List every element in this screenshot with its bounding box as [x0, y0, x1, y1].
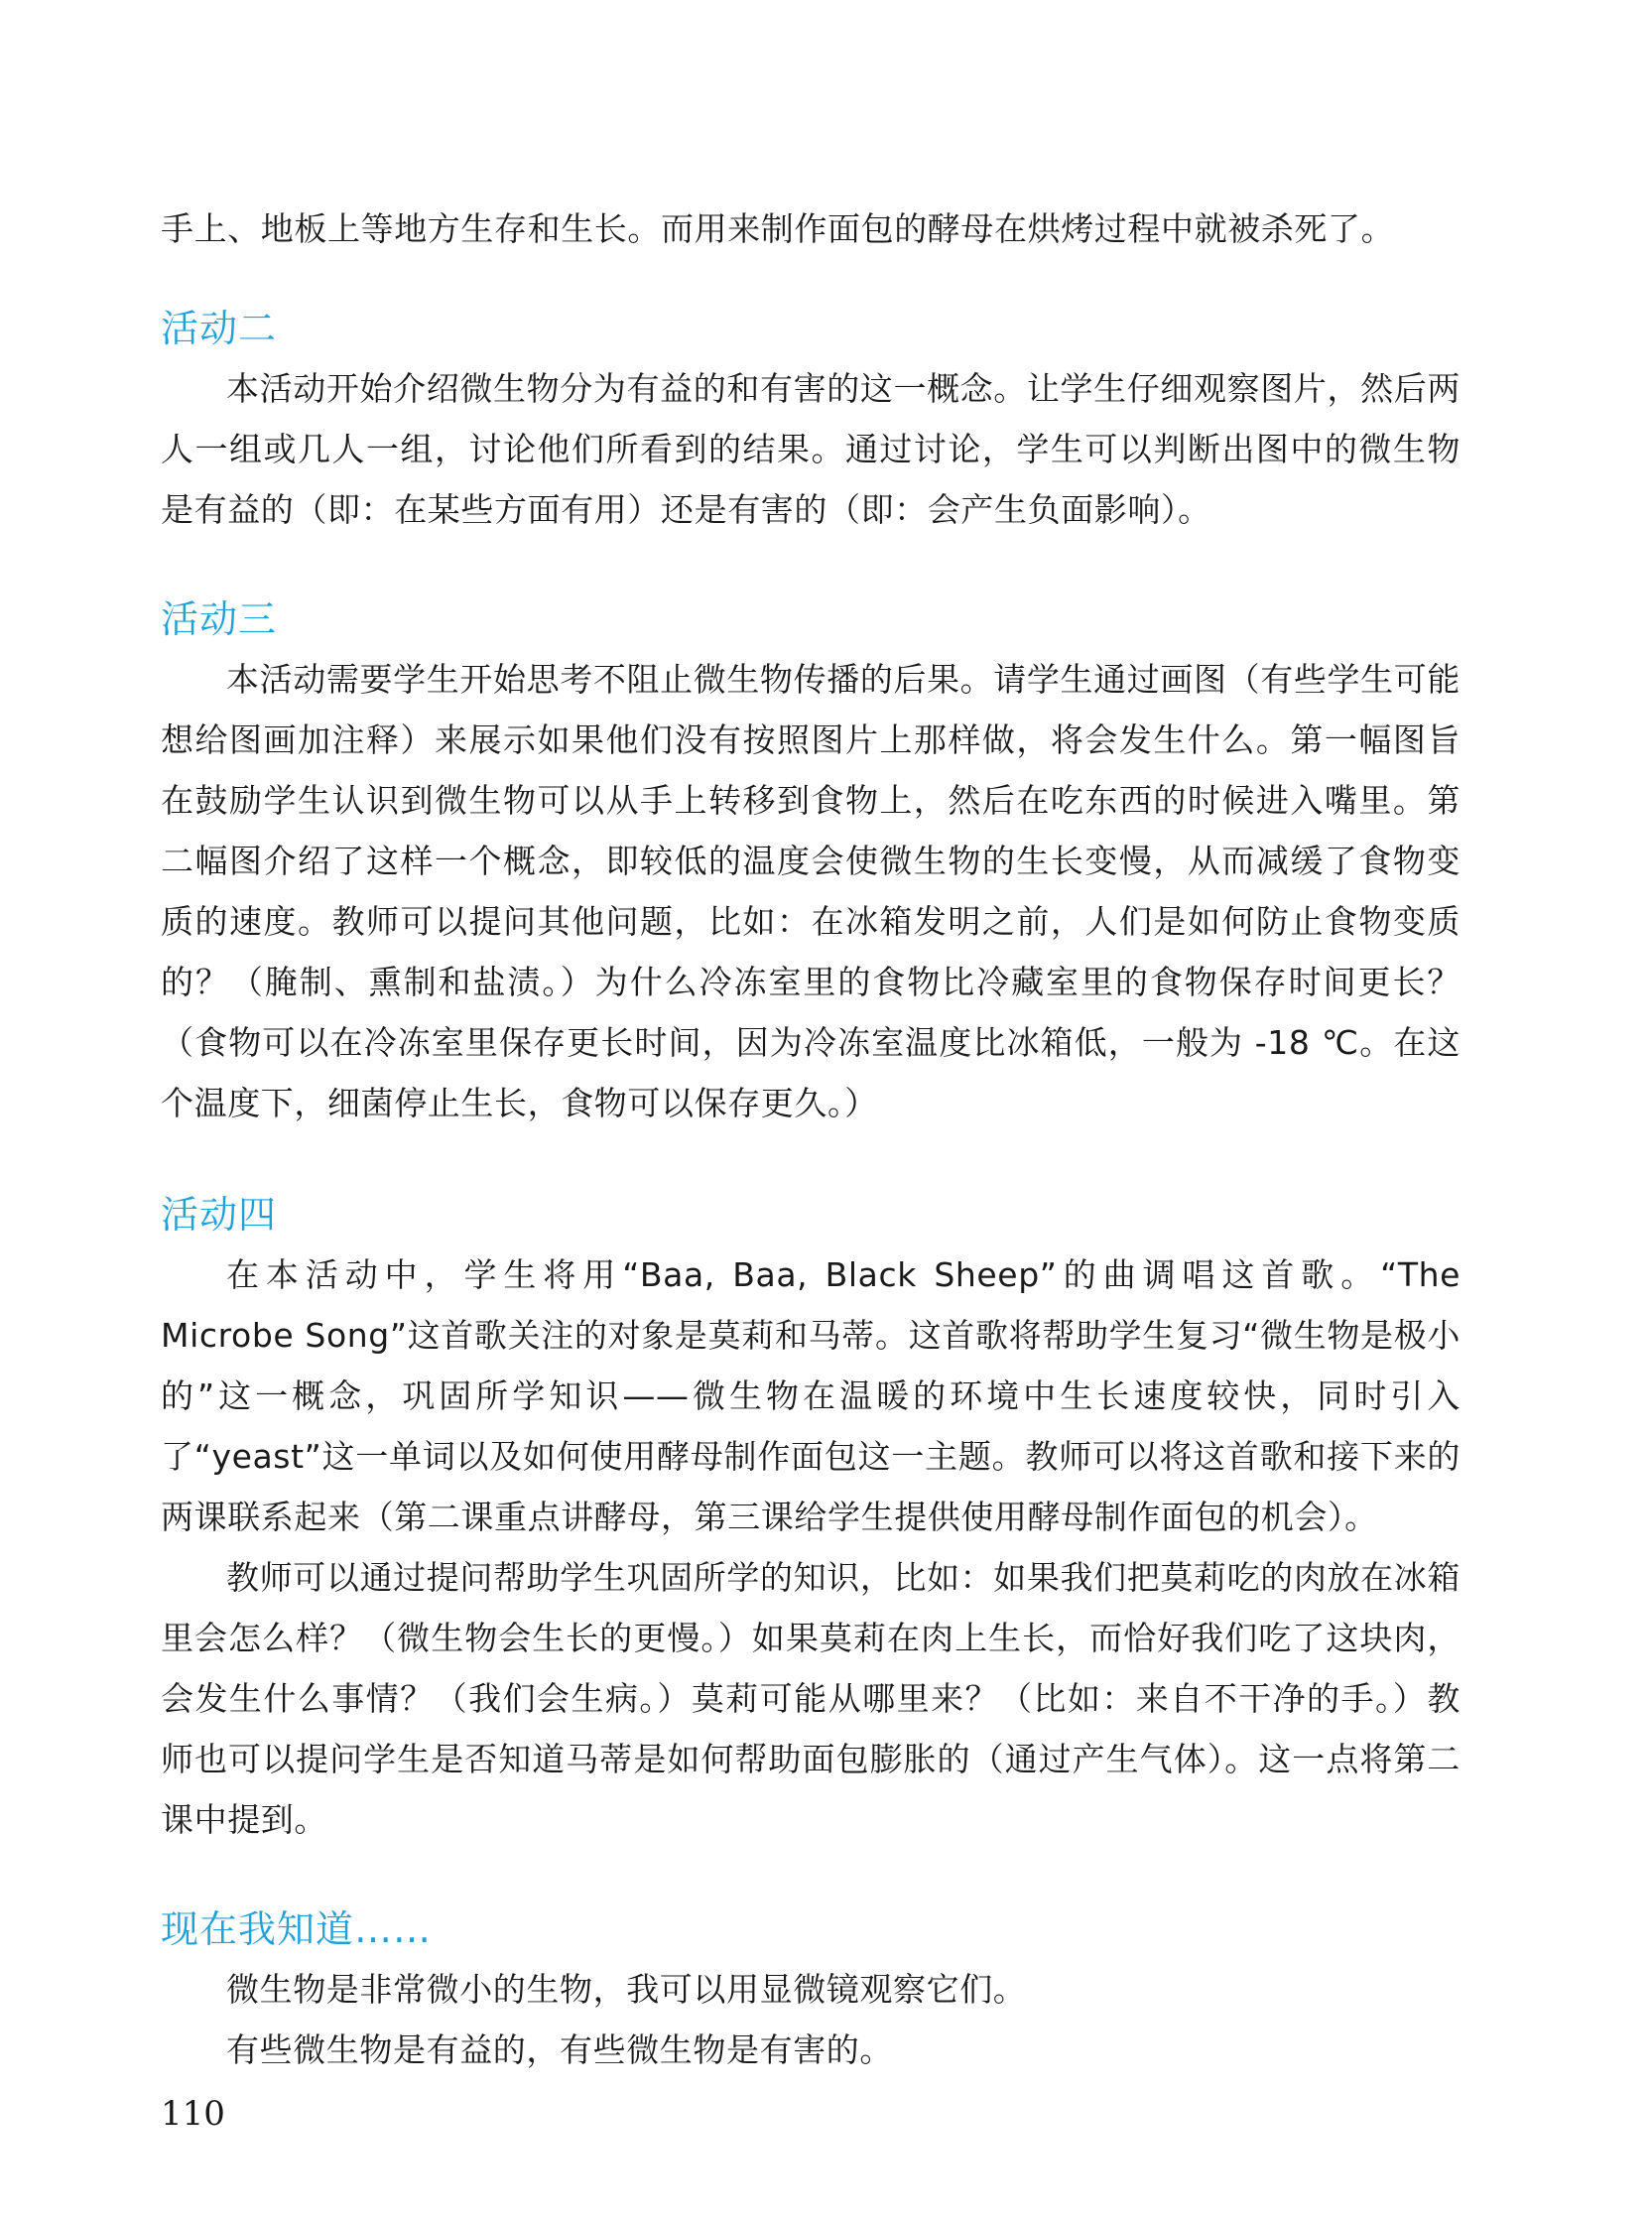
page-content — [161, 198, 1461, 2080]
now-i-know-heading: 现在我知道…… — [161, 1907, 433, 1951]
activity-4-paragraph-2: 教师可以通过提问帮助学生巩固所学的知识，比如：如果我们把莫莉吃的肉放在冰箱里会怎么样？（微生物会生长的更慢。）如果莫莉在肉上生长，而恰好我们吃了这块肉，会发生什么事情？（我们会生病。）莫莉可能从哪里来？（比如：来自不干净的手。）教师也可以提问学生是否知道马蒂是如何帮助面包膨胀的（通过产生气体）。这一点将第二课中提到。 — [161, 1558, 1461, 1839]
page-number: 110 — [161, 2094, 225, 2134]
intro-paragraph: 手上、地板上等地方生存和生长。而用来制作面包的酵母在烘烤过程中就被杀死了。 — [161, 209, 1395, 248]
activity-2-paragraph: 本活动开始介绍微生物分为有益的和有害的这一概念。让学生仔细观察图片，然后两人一组或几人一组，讨论他们所看到的结果。通过讨论，学生可以判断出图中的微生物是有益的（即：在某些方面有用）还是有害的（即：会产生负面影响）。 — [161, 369, 1461, 529]
activity-3-paragraph: 本活动需要学生开始思考不阻止微生物传播的后果。请学生通过画图（有些学生可能想给图画加注释）来展示如果他们没有按照图片上那样做，将会发生什么。第一幅图旨在鼓励学生认识到微生物可以从手上转移到食物上，然后在吃东西的时候进入嘴里。第二幅图介绍了这样一个概念，即较低的温度会使微生物的生长变慢，从而减缓了食物变质的速度。教师可以提问其他问题，比如：在冰箱发明之前，人们是如何防止食物变质的？（腌制、熏制和盐渍。）为什么冷冻室里的食物比冷藏室里的食物保存时间更长？（食物可以在冷冻室里保存更长时间，因为冷冻室温度比冰箱低，一般为 -18 ℃。在这个温度下，细菌停止生长，食物可以保存更久。） — [161, 660, 1461, 1122]
now-i-know-line-1: 微生物是非常微小的生物，我可以用显微镜观察它们。 — [226, 1970, 1027, 2009]
activity-4-heading: 活动四 — [161, 1193, 278, 1237]
now-i-know-line-2: 有些微生物是有益的，有些微生物是有害的。 — [226, 2030, 893, 2069]
activity-4-paragraph-1: 在本活动中，学生将用“Baa, Baa, Black Sheep”的曲调唱这首歌。“The Microbe Song”这首歌关注的对象是莫莉和马蒂。这首歌将帮助学生复习“微生物是极小的”这一概念，巩固所学知识——微生物在温暖的环境中生长速度较快，同时引入了“yeast”这一单词以及如何使用酵母制作面包这一主题。教师可以将这首歌和接下来的两课联系起来（第二课重点讲酵母，第三课给学生提供使用酵母制作面包的机会）。 — [161, 1255, 1461, 1536]
activity-3-heading: 活动三 — [161, 597, 278, 641]
activity-2-heading: 活动二 — [161, 307, 278, 350]
